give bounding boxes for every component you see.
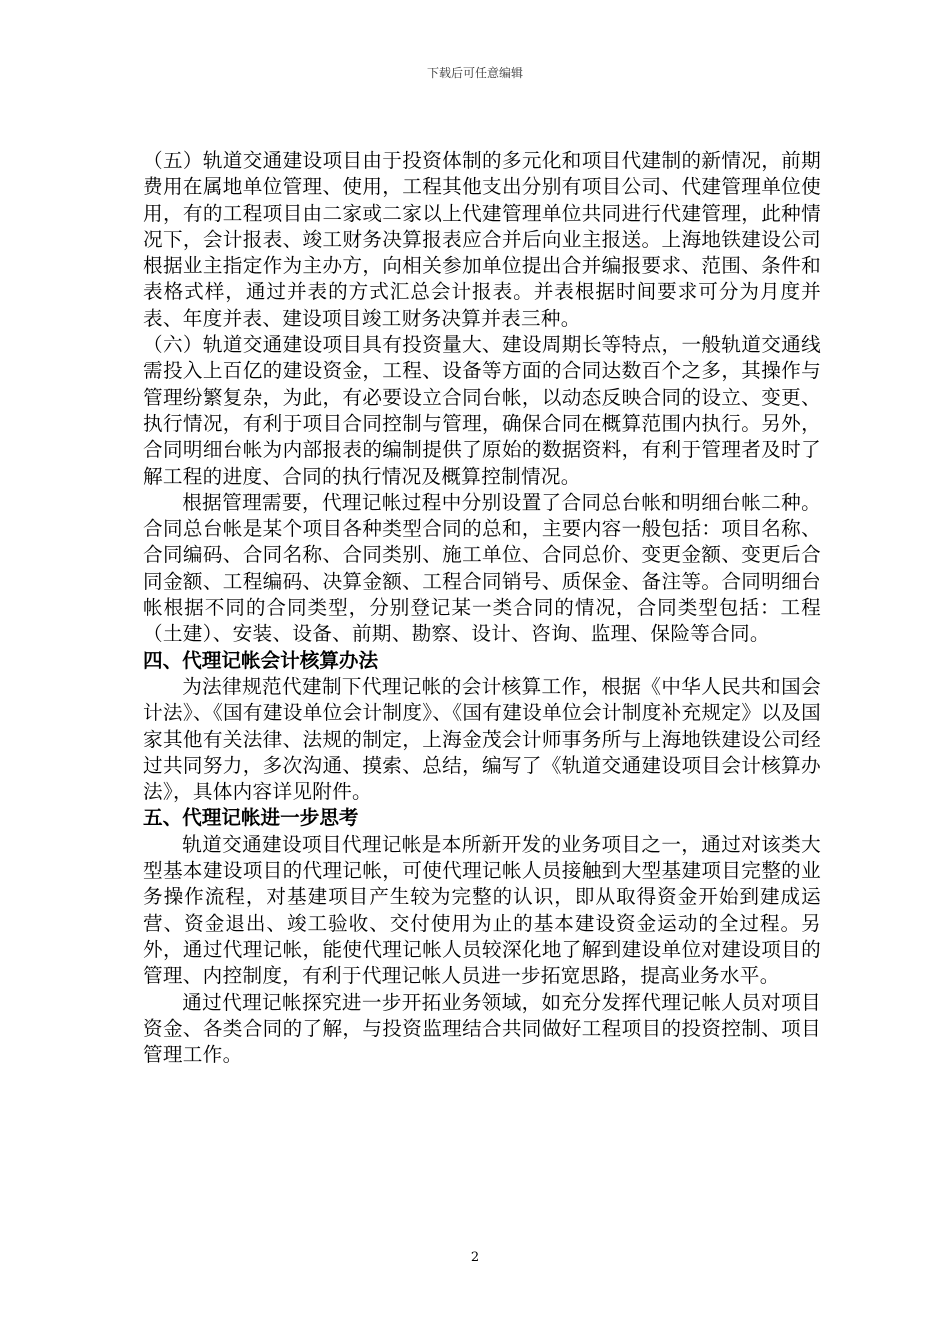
section-4-heading: 四、代理记帐会计核算办法 xyxy=(143,648,379,672)
paragraph-item-6: （六）轨道交通建设项目具有投资量大、建设周期长等特点，一般轨道交通线需投入上百亿的建设资金，工程、设备等方面的合同达数百个之多，其操作与管理纷繁复杂，为此，有必要设立合同台帐，以动态反映合同的设立、变更、执行情况，有利于项目合同控制与管理，确保合同在概算范围内执行。另外，合同明细台帐为内部报表的编制提供了原始的数据资料，有利于管理者及时了解工程的进度、合同的执行情况及概算控制情况。 xyxy=(143,333,821,488)
section-5-body-2: 通过代理记帐探究进一步开拓业务领域，如充分发挥代理记帐人员对项目资金、各类合同的了解，与投资监理结合共同做好工程项目的投资控制、项目管理工作。 xyxy=(143,990,821,1067)
document-body xyxy=(143,148,821,1068)
page-header: 下载后可任意编辑 xyxy=(426,66,523,80)
section-4-body: 为法律规范代建制下代理记帐的会计核算工作，根据《中华人民共和国会计法》、《国有建设单位会计制度》、《国有建设单位会计制度补充规定》以及国家其他有关法律、法规的制定，上海金茂会计师事务所与上海地铁建设公司经过共同努力，多次沟通、摸索、总结，编写了《轨道交通建设项目会计核算办法》，具体内容详见附件。 xyxy=(143,674,821,804)
paragraph-item-5: （五）轨道交通建设项目由于投资体制的多元化和项目代建制的新情况，前期费用在属地单位管理、使用，工程其他支出分别有项目公司、代建管理单位使用，有的工程项目由二家或二家以上代建管理单位共同进行代建管理，此种情况下，会计报表、竣工财务决算报表应合并后向业主报送。上海地铁建设公司根据业主指定作为主办方，向相关参加单位提出合并编报要求、范围、条件和表格式样，通过并表的方式汇总会计报表。并表根据时间要求可分为月度并表、年度并表、建设项目竣工财务决算并表三种。 xyxy=(143,149,821,330)
section-5-heading: 五、代理记帐进一步思考 xyxy=(143,806,359,830)
paragraph-contract-ledger: 根据管理需要，代理记帐过程中分别设置了合同总台帐和明细台帐二种。合同总台帐是某个项目各种类型合同的总和，主要内容一般包括：项目名称、合同编码、合同名称、合同类别、施工单位、合同总价、变更金额、变更后合同金额、工程编码、决算金额、工程合同销号、质保金、备注等。合同明细台帐根据不同的合同类型，分别登记某一类合同的情况，合同类型包括：工程（土建）、安装、设备、前期、勘察、设计、咨询、监理、保险等合同。 xyxy=(143,490,821,646)
section-5-body-1: 轨道交通建设项目代理记帐是本所新开发的业务项目之一，通过对该类大型基本建设项目的代理记帐，可使代理记帐人员接触到大型基建项目完整的业务操作流程，对基建项目产生较为完整的认识，即从取得资金开始到建成运营、资金退出、竣工验收、交付使用为止的基本建设资金运动的全过程。另外，通过代理记帐，能使代理记帐人员较深化地了解到建设单位对建设项目的管理、内控制度，有利于代理记帐人员进一步拓宽思路，提高业务水平。 xyxy=(143,832,821,988)
page-number: 2 xyxy=(470,1250,480,1265)
